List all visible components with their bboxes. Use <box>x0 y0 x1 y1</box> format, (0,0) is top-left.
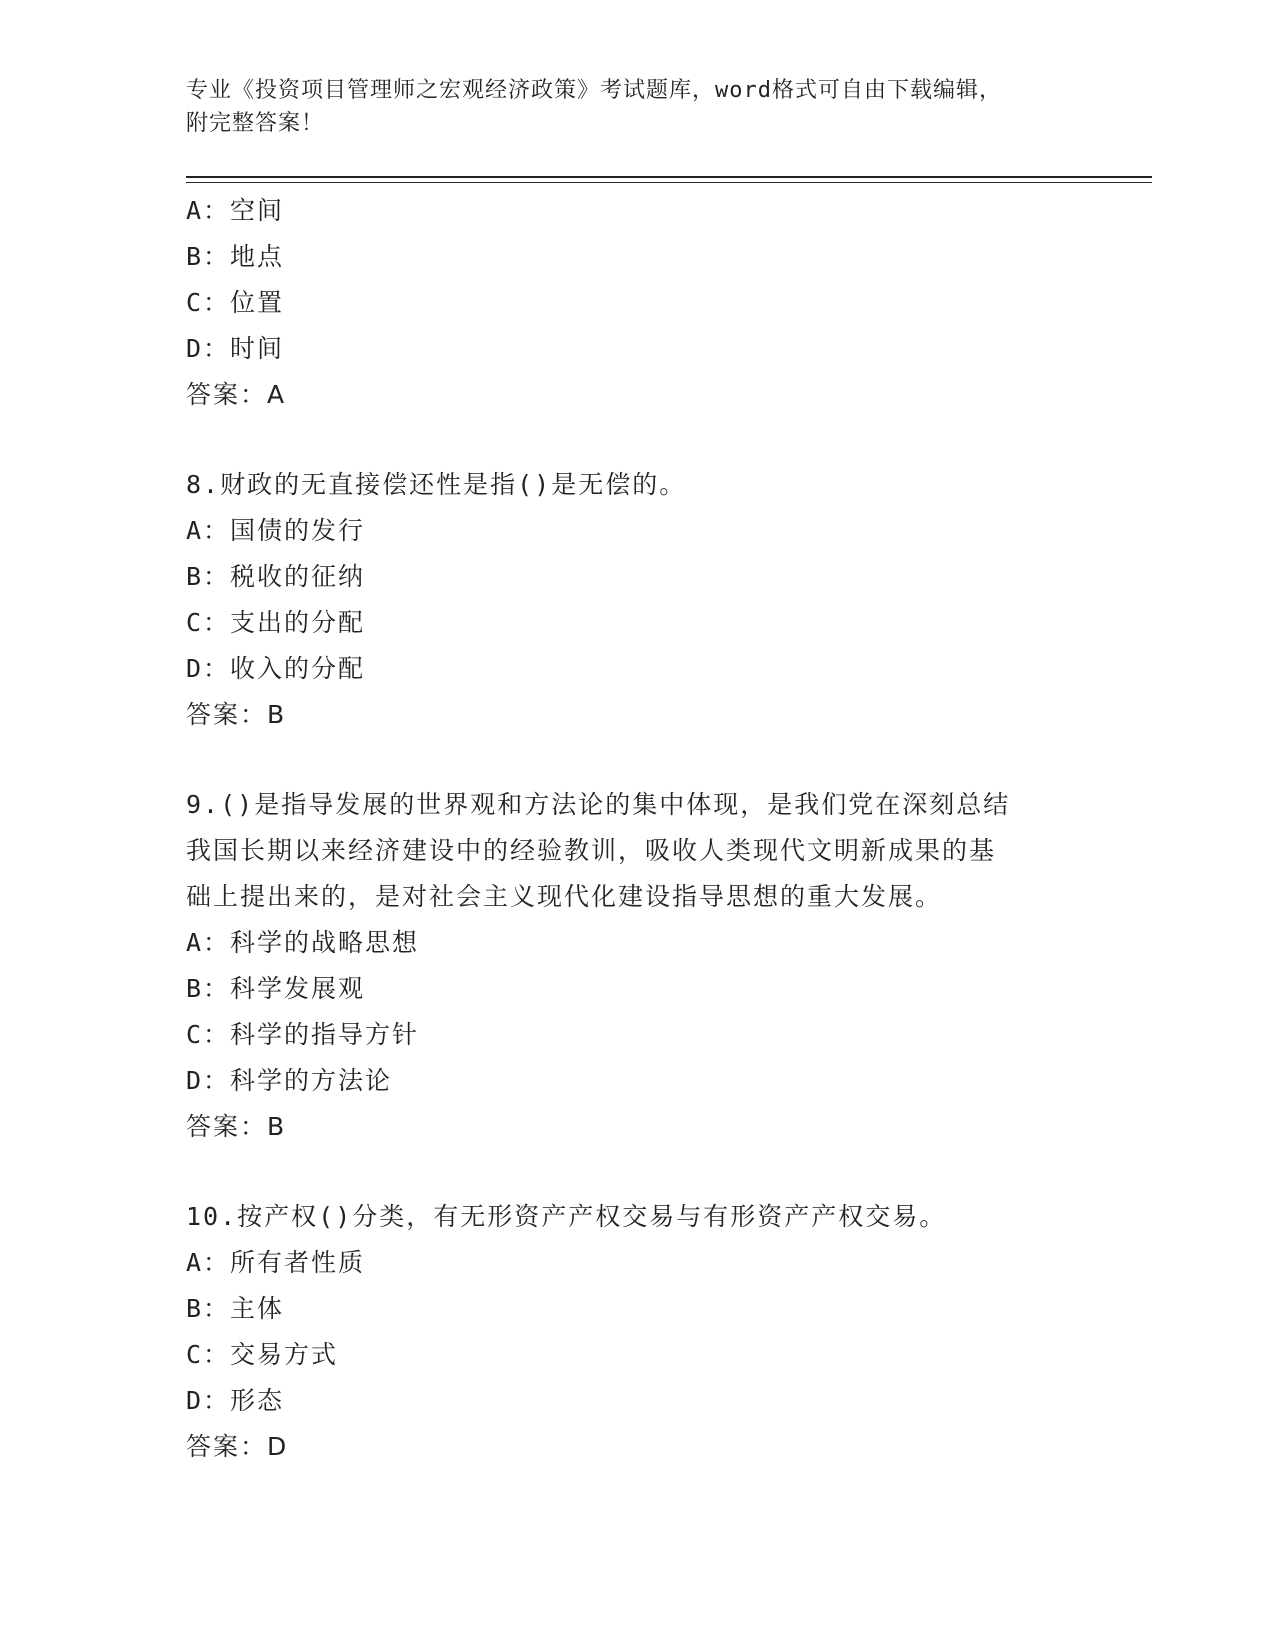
option-b: B：主体 <box>186 1294 285 1323</box>
answer-line: 答案：B <box>186 700 287 729</box>
answer-line: 答案：B <box>186 1112 287 1141</box>
question-9 <box>186 782 1086 1150</box>
question-8 <box>186 462 1086 738</box>
question-7 <box>186 188 1086 418</box>
option-a: A：所有者性质 <box>186 1248 366 1277</box>
document-header <box>186 74 1086 140</box>
option-c: C：交易方式 <box>186 1340 339 1369</box>
option-d: D：时间 <box>186 334 285 363</box>
header-line-2: 附完整答案！ <box>186 111 325 136</box>
question-stem-line-1: 9.()是指导发展的世界观和方法论的集中体现，是我们党在深刻总结 <box>186 790 1011 819</box>
option-d: D：收入的分配 <box>186 654 366 683</box>
question-stem-line-3: 础上提出来的，是对社会主义现代化建设指导思想的重大发展。 <box>186 882 943 911</box>
option-d: D：科学的方法论 <box>186 1066 393 1095</box>
question-stem: 8.财政的无直接偿还性是指()是无偿的。 <box>186 470 687 499</box>
option-b: B：科学发展观 <box>186 974 366 1003</box>
option-a: A：空间 <box>186 196 285 225</box>
option-d: D：形态 <box>186 1386 285 1415</box>
question-10 <box>186 1194 1086 1470</box>
option-c: C：支出的分配 <box>186 608 366 637</box>
option-c: C：位置 <box>186 288 285 317</box>
option-b: B：税收的征纳 <box>186 562 366 591</box>
question-stem-line-2: 我国长期以来经济建设中的经验教训，吸收人类现代文明新成果的基 <box>186 836 997 865</box>
question-list <box>186 188 1086 1470</box>
header-rule-thick <box>186 176 1152 178</box>
answer-line: 答案：D <box>186 1432 289 1461</box>
question-stem: 10.按产权()分类，有无形资产产权交易与有形资产产权交易。 <box>186 1202 947 1231</box>
option-b: B：地点 <box>186 242 285 271</box>
answer-line: 答案：A <box>186 380 287 409</box>
option-c: C：科学的指导方针 <box>186 1020 420 1049</box>
header-line-1: 专业《投资项目管理师之宏观经济政策》考试题库，word格式可自由下载编辑， <box>186 78 1002 103</box>
option-a: A：国债的发行 <box>186 516 366 545</box>
option-a: A：科学的战略思想 <box>186 928 420 957</box>
header-rule-thin <box>186 182 1152 183</box>
